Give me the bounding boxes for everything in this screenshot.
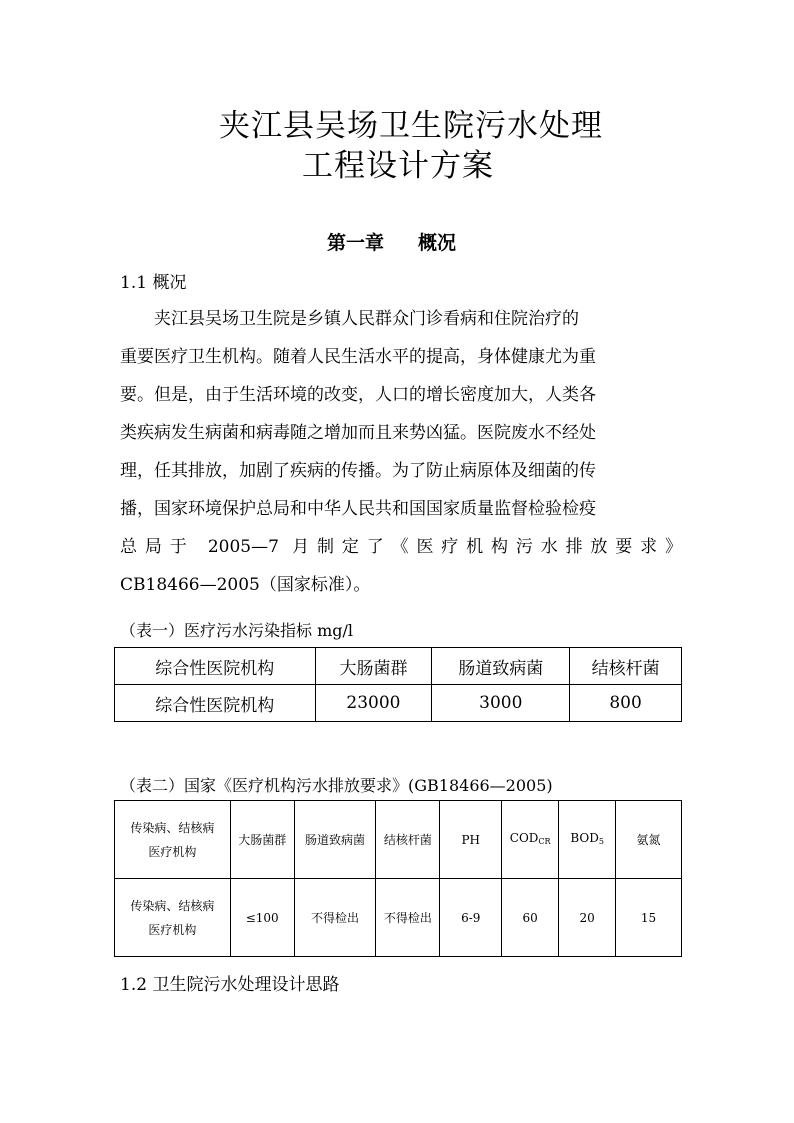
table-header-row: [115, 801, 682, 879]
table-header-cell: 氨氮: [616, 801, 682, 879]
table1-pollution-index: [114, 647, 682, 722]
paragraph-line: 总局于 2005—7 月制定了《医疗机构污水排放要求》: [120, 537, 682, 557]
bod-subscript: 5: [598, 836, 604, 846]
table-cell: 20: [559, 879, 616, 957]
row-org-line-2: 医疗机构: [148, 922, 197, 937]
document-title-line-1: 夹江县吴场卫生院污水处理: [219, 108, 603, 144]
table-header-cell: 综合性医院机构: [115, 648, 316, 685]
header-org-line-2: 医疗机构: [148, 844, 197, 859]
table-cell: 不得检出: [294, 879, 376, 957]
table-cell: 不得检出: [376, 879, 440, 957]
table2-discharge-standard: [114, 800, 682, 957]
table-header-cell: [559, 801, 616, 879]
table-header-cell: [502, 801, 559, 879]
table-header-row: [115, 648, 682, 685]
table-header-cell: 肠道致病菌: [432, 648, 570, 685]
table-row: [115, 685, 682, 722]
table-cell: 6-9: [440, 879, 502, 957]
chapter-name: 概况: [418, 232, 457, 254]
table-cell: 3000: [432, 685, 570, 722]
table-header-cell: 大肠菌群: [315, 648, 432, 685]
table-cell: [115, 879, 231, 957]
document-title-line-2: 工程设计方案: [302, 148, 494, 184]
table-cell: ≤100: [230, 879, 294, 957]
paragraph-line: 理，任其排放，加剧了疾病的传播。为了防止病原体及细菌的传: [120, 461, 596, 481]
paragraph-line: CB18466—2005（国家标准）。: [120, 575, 371, 595]
table-cell: 23000: [315, 685, 432, 722]
table-header-cell: 结核杆菌: [570, 648, 682, 685]
section-heading-1-2: 1.2 卫生院污水处理设计思路: [120, 975, 340, 995]
chapter-label: 第一章: [327, 232, 385, 254]
header-org-line-1: 传染病、结核病: [130, 820, 215, 835]
paragraph-line: 类疾病发生病菌和病毒随之增加而且来势凶猛。医院废水不经处: [120, 423, 596, 443]
table-header-cell: 大肠菌群: [230, 801, 294, 879]
table-header-cell: [115, 801, 231, 879]
section-heading-1-1: 1.1 概况: [120, 273, 187, 293]
paragraph-line: 重要医疗卫生机构。随着人民生活水平的提高，身体健康尤为重: [120, 347, 596, 367]
table1-caption: （表一）医疗污水污染指标 mg/l: [120, 621, 354, 640]
bod-label: BOD: [570, 830, 599, 845]
cod-subscript: CR: [538, 836, 551, 846]
table-cell: 15: [616, 879, 682, 957]
table-header-cell: PH: [440, 801, 502, 879]
table-header-cell: 肠道致病菌: [294, 801, 376, 879]
table-cell: 800: [570, 685, 682, 722]
table-cell: 60: [502, 879, 559, 957]
paragraph-line: 播，国家环境保护总局和中华人民共和国国家质量监督检验检疫: [120, 499, 596, 519]
table-cell: 综合性医院机构: [115, 685, 316, 722]
intro-paragraph: [120, 300, 682, 604]
table-header-cell: 结核杆菌: [376, 801, 440, 879]
chapter-heading: [327, 228, 456, 255]
cod-label: COD: [509, 830, 539, 845]
table-row: [115, 879, 682, 957]
paragraph-line: 夹江县吴场卫生院是乡镇人民群众门诊看病和住院治疗的: [120, 309, 579, 329]
row-org-line-1: 传染病、结核病: [130, 898, 215, 913]
table2-caption: （表二）国家《医疗机构污水排放要求》(GB18466—2005): [120, 776, 553, 795]
paragraph-line: 要。但是，由于生活环境的改变，人口的增长密度加大，人类各: [120, 385, 596, 405]
